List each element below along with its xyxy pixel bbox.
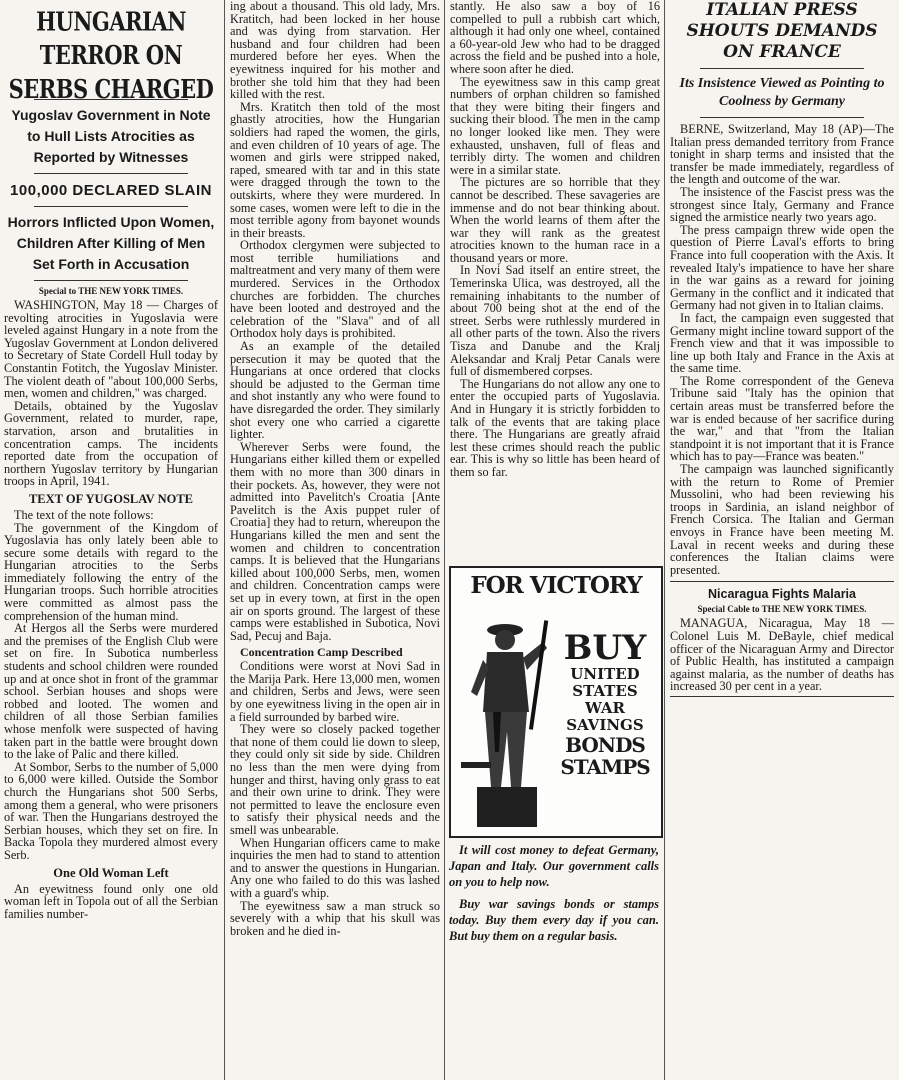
article-paragraph: BERNE, Switzerland, May 18 (AP)—The Italian press demanded territory from France tonight in sharp terms and insisted that the transfer be made immediately, regardless of the length and outcome of the war. bbox=[670, 122, 894, 187]
article-paragraph: At Hergos all the Serbs were murdered and the premises of the English Club were set on fire. In Subotica numberless students and school children were rounded up and at once shot in front of the grammar school. Serbian houses and shops were robbed and looted. The women and children of all those Serbian families whose menfolk were suspected of having taken part in the battle were brought down to the lake of Palic and there killed. bbox=[4, 621, 218, 762]
divider bbox=[34, 173, 188, 174]
ad-copy bbox=[449, 842, 659, 950]
article-paragraph: The Rome correspondent of the Geneva Tribune said "Italy has the opinion that certain areas must be transferred before the war is ended because of her sacrifice during the war," and that "from the Italian standpoint it is not important that it is France which has to pay—France was beaten." bbox=[670, 373, 894, 464]
ad-buy: BUY bbox=[563, 628, 647, 668]
article-paragraph: The eyewitness saw a man struck so severely with a whip that his skull was broken and he died in- bbox=[230, 898, 440, 938]
article-paragraph: The campaign was launched significantly with the return to Rome of Premier Mussolini, who had been reviewing his troops in Sardinia, an island neighbor of French Corsica. The Italian and German envoys in France have been meeting M. Laval in recent weeks and during these conferences the Italian claims were presented. bbox=[670, 462, 894, 577]
column-rule bbox=[224, 0, 225, 1080]
ad-copy-paragraph: Buy war savings bonds or stamps today. Buy them every day if you can. But buy them on a regular basis. bbox=[449, 897, 659, 943]
column-rule bbox=[664, 0, 665, 1080]
divider bbox=[34, 206, 188, 207]
ad-line: STATES bbox=[572, 682, 638, 700]
article-paragraph: The government of the Kingdom of Yugoslavia has only lately been able to secure some details with regard to the Hungarian atrocities to the Serbs immediately following the entry of the Hungarian troops. Such horrible atrocities were committed as almost pass the comprehension of the human mind. bbox=[4, 520, 218, 623]
article-paragraph: Wherever Serbs were found, the Hungarians either killed them or expelled them with no more than 300 dinars in their pockets. As, however, they were not admitted into Pavelitch's Croatia [Ante Pavelitch is the Axis puppet ruler of Croatia] they had to return, whereupon the Hungarians killed the men and sent the women and children to concentration camps. It is believed that the Hungarians killed about 100,000 Serbs, men, women and children. Concentration camps were set up in every town, at first in the open air on sports ground. The largest of these camps were established in Subotica, Novi Sad, Pecuj and Baja. bbox=[230, 439, 440, 643]
article-paragraph: Mrs. Kratitch then told of the most ghastly atrocities, how the Hungarian soldiers had raped the women, the girls, and even children of 10 years of age. The women and girls were stripped naked, raped, smeared with tar and in this state were dragged through the town to the outskirts, where they were murdered. In some cases, women were left to die in the most terrible agony from bayonet wounds in their breasts. bbox=[230, 99, 440, 240]
byline-credit: Special to THE NEW YORK TIMES. bbox=[38, 286, 184, 296]
ad-headline: FOR VICTORY bbox=[470, 572, 642, 599]
ad-line: WAR bbox=[585, 699, 625, 717]
article-paragraph: At Sombor, Serbs to the number of 5,000 to 6,000 were killed. Outside the Sombor church the Hungarians shot 500 Serbs, among them a general, who were prisoners of war. Then the Hungarians destroyed the Serbian houses, which they set on fire. In Backa Topola they murdered almost every Serb. bbox=[4, 759, 218, 862]
ad-line: UNITED bbox=[570, 665, 640, 683]
ad-line: BONDS bbox=[565, 733, 645, 757]
column-continuation-2 bbox=[230, 0, 440, 1080]
article-paragraph: The Hungarians do not allow any one to enter the occupied parts of Yugoslavia. And in Hungary it is strictly forbidden to talk of the events that are taking place there. The Hungarians are greatly afraid lest these crimes should reach the public ear. This is why so little has been heard of them so far. bbox=[450, 376, 660, 479]
article-paragraph: ing about a thousand. This old lady, Mrs. Kratitch, had been locked in her house and was dying from starvation. Her husband and four children had been murdered before her eyes. When the eyewitness inquired for his mother and brother she told him that they had been killed with the rest. bbox=[230, 0, 440, 102]
divider bbox=[34, 280, 188, 281]
article-paragraph: In fact, the campaign even suggested that Germany might incline toward support of the French view and that it was impossible to line up both Italy and France in the Axis at the same time. bbox=[670, 310, 894, 376]
article-paragraph: Details, obtained by the Yugoslav Government, related to murder, rape, starvation, arson and brutalities in concentration camps. The incidents reported date from the occupation of northern Yugoslav territory by Hungarian troops in April, 1941. bbox=[4, 398, 218, 489]
headline-hungarian-terror: HUNGARIAN TERROR ON SERBS CHARGED bbox=[8, 5, 214, 104]
deck-100000-slain: 100,000 DECLARED SLAIN bbox=[10, 182, 212, 199]
article-paragraph: When Hungarian officers came to make inquiries the men had to stand to attention and to answer the questions in Hungarian. Any one who failed to do this was lashed with a guard's whip. bbox=[230, 835, 440, 900]
headline-italian-press: ITALIAN PRESS SHOUTS DEMANDS ON FRANCE bbox=[686, 0, 878, 62]
article-paragraph: stantly. He also saw a boy of 16 compelled to pull a rubbish cart which, although it had only one wheel, contained a 60-year-old Jew who had to be dragged across the field and be pushed into a hole, where soon after he died. bbox=[450, 0, 660, 76]
deck-yugoslav-note: Yugoslav Government in Note to Hull Lists Atrocities as Reported by Witnesses bbox=[11, 107, 211, 165]
ad-buy-block bbox=[555, 630, 655, 778]
article-paragraph: Orthodox clergymen were subjected to most terrible humiliations and maltreatment and very many of them were murdered. Services in the Orthodox churches are forbidden. The churches have been looted and destroyed and the celebration of the "Slava" and of all Orthodox holy days is prohibited. bbox=[230, 238, 440, 341]
article-paragraph: Conditions were worst at Novi Sad in the Marija Park. Here 13,000 men, women and children, Serbs and Jews, were seen by one eyewitness living in the open air in a field surrounded by barbed wire. bbox=[230, 659, 440, 724]
deck-horrors: Horrors Inflicted Upon Women, Children After Killing of Men Set Forth in Accusation bbox=[7, 214, 215, 272]
article-paragraph: They were so closely packed together that none of them could lie down to sleep, they could only sit side by side. Children no less than the men were dying from hunger and thirst, having only grass to eat and their own urine to drink. They were not permitted to leave the enclosure even to satisfy their physical needs and the smell was unbearable. bbox=[230, 722, 440, 837]
column-continuation-3 bbox=[450, 0, 660, 560]
column-italian-press bbox=[670, 0, 894, 1080]
divider bbox=[700, 117, 864, 118]
minuteman-statue-illustration bbox=[457, 612, 557, 827]
subhead-nicaragua: Nicaragua Fights Malaria bbox=[708, 587, 856, 602]
article-paragraph: WASHINGTON, May 18 — Charges of revolting atrocities in Yugoslavia were leveled against Hungary in a note from the Yugoslav Government at London delivered to Secretary of State Cordell Hull today by Constantin Fotitch, the Yugoslav Minister. The violent death of "about 100,000 Serbs, men, women and children," was charged. bbox=[4, 298, 218, 401]
article-paragraph: The insistence of the Fascist press was the strongest since Italy, Germany and France signed the armistice nearly two years ago. bbox=[670, 184, 894, 225]
deck-insistence: Its Insistence Viewed as Pointing to Coolness by Germany bbox=[679, 76, 885, 109]
divider bbox=[670, 696, 894, 697]
article-paragraph: An eyewitness found only one old woman left in Topola out of all the Serbian families number- bbox=[4, 881, 218, 921]
article-paragraph: The pictures are so horrible that they cannot be described. These savageries are immense and do not bear thinking about. When the world learns of them after the war they will rank as the greatest atrocities known to the human race in a thousand years or more. bbox=[450, 175, 660, 265]
war-bonds-advertisement bbox=[449, 566, 663, 838]
ad-line: SAVINGS bbox=[566, 716, 644, 734]
column-hungarian-terror bbox=[4, 0, 218, 1080]
article-paragraph: The eyewitness saw in this camp great numbers of orphan children so famished that they were biting their fingers and sucking their blood. The men in the camp no longer looked like men. They were exhausted, unshaven, full of fleas and terribly dirty. The women and children were in a similar state. bbox=[450, 74, 660, 177]
article-paragraph: MANAGUA, Nicaragua, May 18 —Colonel Luis M. DeBayle, chief medical officer of the Nicaraguan Army and Director of Public Health, has instituted a campaign against malaria, as the number of deaths has increased 30 per cent in a year. bbox=[670, 616, 894, 694]
article-paragraph: The press campaign threw wide open the question of Pierre Laval's efforts to bring France into full cooperation with the Axis. It revealed Italy's impatience to have her share in the war gains as a reward for joining Germany in the conflict and it indicated that Germany had not given in to Italian claims. bbox=[670, 222, 894, 313]
ad-copy-paragraph: It will cost money to defeat Germany, Japan and Italy. Our government calls on you to help now. bbox=[449, 843, 659, 889]
subhead-old-woman: One Old Woman Left bbox=[53, 865, 169, 880]
article-paragraph: As an example of the detailed persecution it may be quoted that the Hungarians at once ordered that clocks should be adjusted to the German time and shot instantly any who were found to have disregarded the order. They similarly shot every one who carried a cigarette lighter. bbox=[230, 339, 440, 442]
column-rule bbox=[444, 0, 445, 1080]
divider bbox=[670, 581, 894, 582]
byline-credit: Special Cable to THE NEW YORK TIMES. bbox=[697, 604, 867, 615]
divider bbox=[700, 68, 864, 69]
subhead-text-of-note: TEXT OF YUGOSLAV NOTE bbox=[28, 491, 194, 506]
article-paragraph: The text of the note follows: bbox=[14, 507, 154, 522]
ad-line: STAMPS bbox=[560, 755, 650, 779]
subhead-concentration-camp: Concentration Camp Described bbox=[240, 645, 403, 660]
article-paragraph: In Novi Sad itself an entire street, the Temerinska Ulica, was destroyed, all the remaining inhabitants to the number of about 700 being shot at the end of the street. Serbs were ruthlessly murdered in all other parts of the town. Also the rivers Tisza and Danube and the Kralj Aleksandar and Kralj Petar Canals were full of dismembered corpses. bbox=[450, 263, 660, 379]
